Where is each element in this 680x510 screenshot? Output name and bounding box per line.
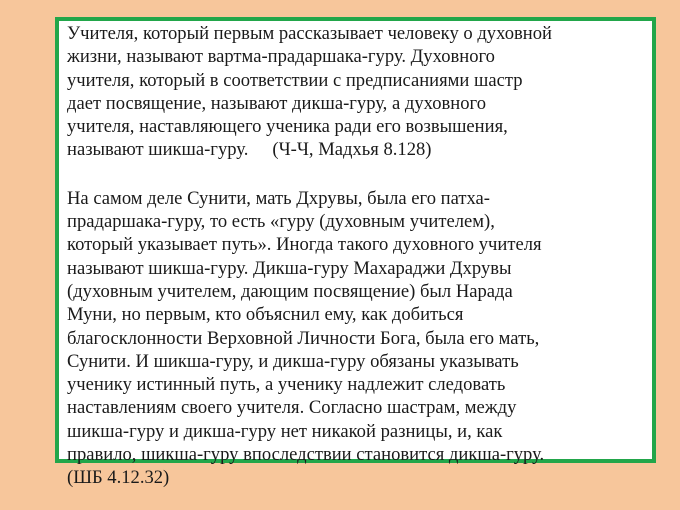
citation: (ШБ 4.12.32) — [67, 467, 170, 489]
text-line: дает посвящение, называют дикша-гуру, а духовного — [67, 92, 487, 114]
text-line: Учителя, который первым рассказывает человеку о духовной — [67, 23, 552, 44]
text-line: который указывает путь». Иногда такого духовного учителя — [67, 234, 542, 256]
text-line: называют шикша-гуру. Дикша-гуру Махараджи Дхрувы — [67, 257, 512, 279]
text-line: благосклонности Верховной Личности Бога, была его мать, — [67, 327, 540, 349]
quote-text-block — [63, 22, 653, 490]
text-line: На самом деле Сунити, мать Дхрувы, была его патха- — [67, 187, 490, 209]
text-line: ученику истинный путь, а ученику надлежит следовать — [67, 374, 506, 396]
text-line-with-citation — [67, 138, 653, 161]
quote-paragraph-1 — [63, 22, 653, 162]
text-line: жизни, называют вартма-прадаршака-гуру. Духовного — [67, 46, 495, 68]
text-line: правило, шикша-гуру впоследствии становится дикша-гуру. — [67, 444, 545, 466]
text-line: Сунити. И шикша-гуру, и дикша-гуру обязаны указывать — [67, 350, 519, 372]
text-line: учителя, наставляющего ученика ради его возвышения, — [67, 116, 508, 138]
text-line: Муни, но первым, кто объяснил ему, как добиться — [67, 304, 464, 326]
text-line: учителя, который в соответствии с предписаниями шастр — [67, 69, 523, 91]
text-line: шикша-гуру и дикша-гуру нет никакой разницы, и, как — [67, 420, 503, 442]
citation: (Ч-Ч, Мадхья 8.128) — [272, 139, 432, 161]
text-line: (духовным учителем, дающим посвящение) был Нарада — [67, 280, 513, 302]
text-line-fragment: называют шикша-гуру. — [67, 139, 249, 161]
quote-paragraph-2 — [63, 187, 653, 490]
text-line: наставлениям своего учителя. Согласно шастрам, между — [67, 397, 517, 419]
text-line: прадаршака-гуру, то есть «гуру (духовным учителем), — [67, 211, 495, 233]
